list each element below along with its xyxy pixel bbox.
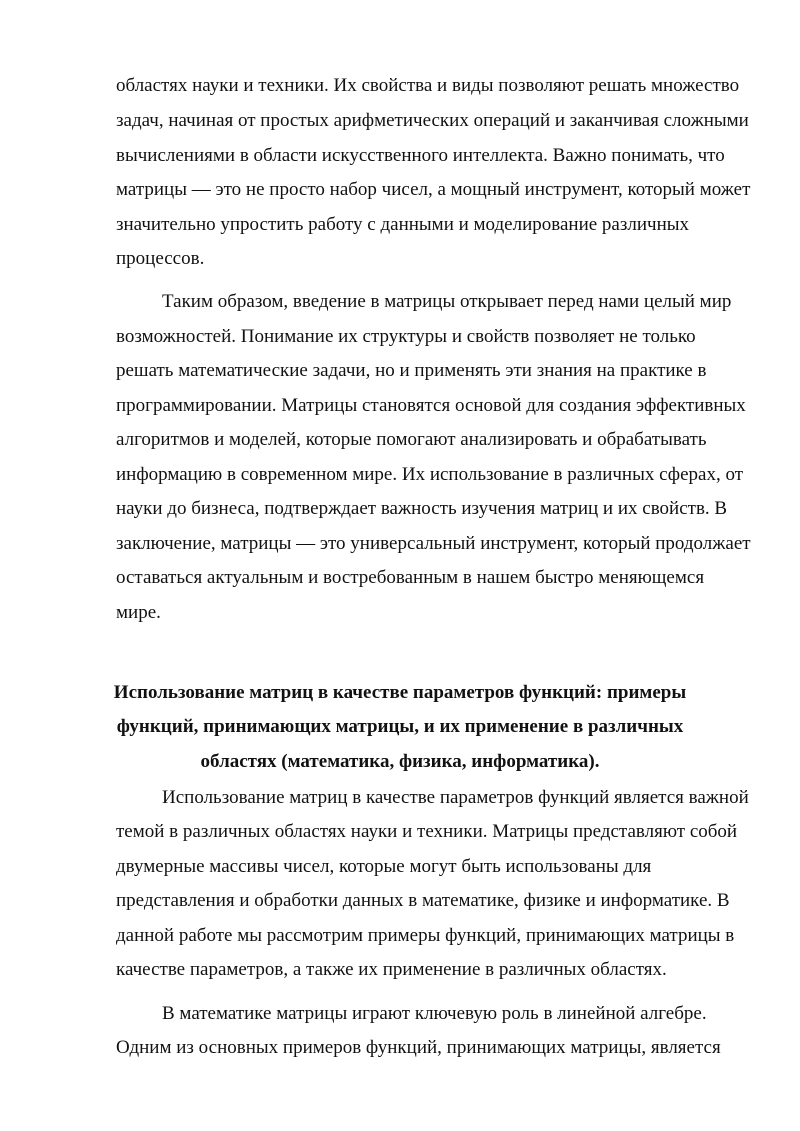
text-line: Одним из основных примеров функций, принимающих матрицы, является xyxy=(116,1037,721,1058)
text-line: процессов. xyxy=(116,248,205,269)
text-line: представления и обработки данных в математике, физике и информатике. В xyxy=(116,890,730,911)
text-line: вычислениями в области искусственного интеллекта. Важно понимать, что xyxy=(116,145,725,166)
text-line: данной работе мы рассмотрим примеры функций, принимающих матрицы в xyxy=(116,925,735,946)
text-line: темой в различных областях науки и техники. Матрицы представляют собой xyxy=(116,821,738,842)
text-line: значительно упростить работу с данными и моделирование различных xyxy=(116,214,690,235)
heading-line: Использование матриц в качестве параметров функций: примеры xyxy=(113,682,687,703)
text-line: двумерные массивы чисел, которые могут быть использованы для xyxy=(116,856,652,877)
text-line: Использование матриц в качестве параметров функций является важной xyxy=(162,787,749,808)
text-line: В математике матрицы играют ключевую роль в линейной алгебре. xyxy=(162,1003,707,1024)
heading-line: функций, принимающих матрицы, и их применение в различных xyxy=(116,716,684,737)
text-line: матрицы — это не просто набор чисел, а мощный инструмент, который может xyxy=(116,179,751,200)
text-line: алгоритмов и моделей, которые помогают анализировать и обрабатывать xyxy=(116,429,707,450)
text-line: задач, начиная от простых арифметических операций и заканчивая сложными xyxy=(116,110,749,131)
text-line: возможностей. Понимание их структуры и свойств позволяет не только xyxy=(116,326,696,347)
text-line: науки до бизнеса, подтверждает важность изучения матриц и их свойств. В xyxy=(116,498,728,519)
text-line: мире. xyxy=(116,602,161,623)
text-line: Таким образом, введение в матрицы открывает перед нами целый мир xyxy=(162,291,732,312)
text-line: оставаться актуальным и востребованным в нашем быстро меняющемся xyxy=(116,567,705,588)
heading-line: областях (математика, физика, информатика). xyxy=(200,751,600,772)
text-line: информацию в современном мире. Их использование в различных сферах, от xyxy=(116,464,743,485)
text-line: областях науки и техники. Их свойства и виды позволяют решать множество xyxy=(116,75,740,96)
text-line: решать математические задачи, но и применять эти знания на практике в xyxy=(116,360,707,381)
text-line: заключение, матрицы — это универсальный инструмент, который продолжает xyxy=(116,533,751,554)
text-line: программировании. Матрицы становятся основой для создания эффективных xyxy=(116,395,746,416)
text-line: качестве параметров, а также их применение в различных областях. xyxy=(116,959,667,980)
